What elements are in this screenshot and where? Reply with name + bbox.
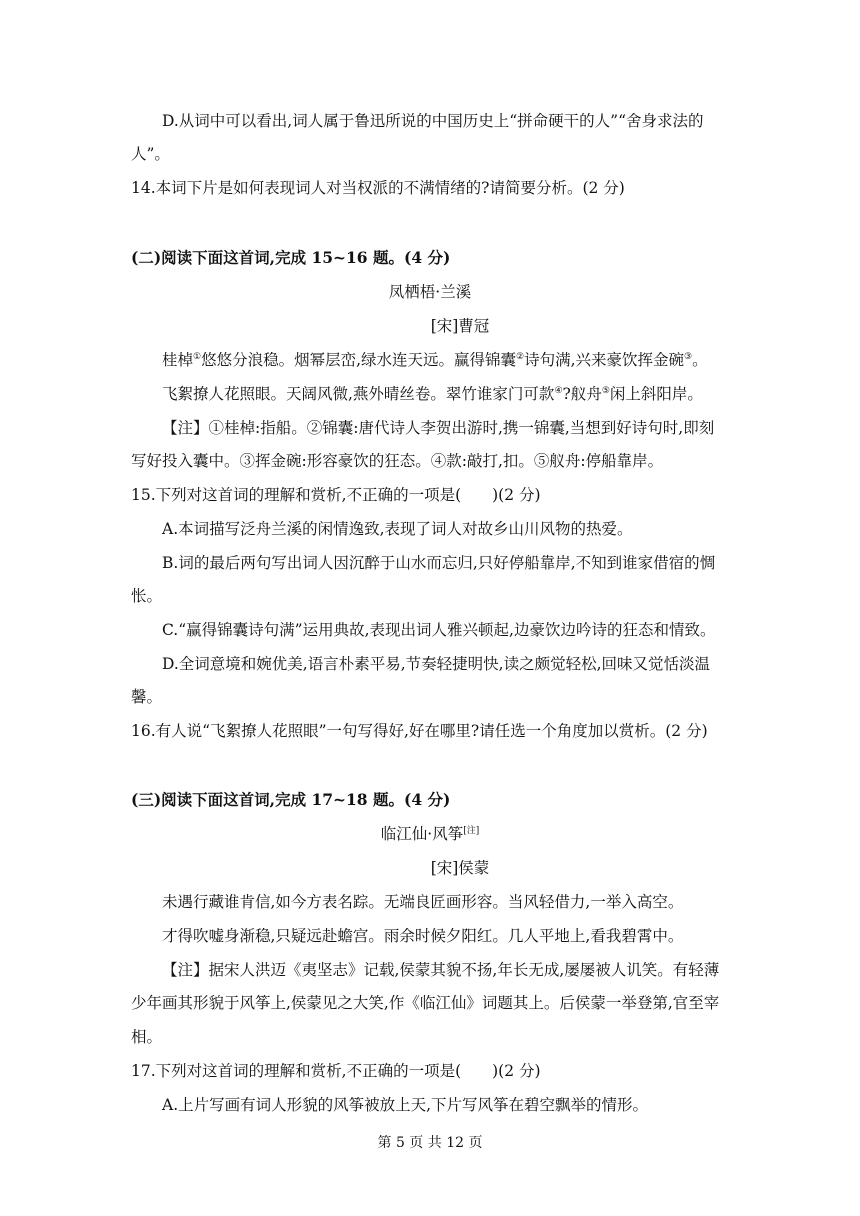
poem-2-note-line-2: 少年画其形貌于风筝上,侯蒙见之大笑,作《临江仙》词题其上。后侯蒙一举登第,官至宰 xyxy=(131,994,720,1012)
question-15: 15.下列对这首词的理解和赏析,不正确的一项是( )(2 分) xyxy=(131,486,541,504)
q15-option-a: A.本词描写泛舟兰溪的闲情逸致,表现了词人对故乡山川风物的热爱。 xyxy=(162,520,633,538)
q15-option-d-line-1: D.全词意境和婉优美,语言朴素平易,节奏轻捷明快,读之颇觉轻松,回味又觉恬淡温 xyxy=(162,655,711,673)
question-17: 17.下列对这首词的理解和赏析,不正确的一项是( )(2 分) xyxy=(131,1062,541,1080)
note-mark-1: ① xyxy=(193,352,202,362)
question-14: 14.本词下片是如何表现词人对当权派的不满情绪的?请简要分析。(2 分) xyxy=(131,179,625,197)
note-mark-2: ② xyxy=(516,352,525,362)
note-mark-4: ④ xyxy=(554,386,563,396)
poem-author-2: [宋]侯蒙 xyxy=(430,859,490,877)
poem-2-note-line-1: 【注】据宋人洪迈《夷坚志》记载,侯蒙其貌不扬,年长无成,屡屡被人讥笑。有轻薄 xyxy=(162,961,720,979)
note-mark-3: ③ xyxy=(684,352,693,362)
q15-option-c: C.“赢得锦囊诗句满”运用典故,表现出词人雅兴顿起,边豪饮边吟诗的狂态和情致。 xyxy=(162,621,716,639)
poem-1-line-2: 飞絮撩人花照眼。天阔风微,燕外晴丝卷。翠竹谁家门可款④?舣舟⑤闲上斜阳岸。 xyxy=(162,385,703,403)
q15-option-b-line-2: 怅。 xyxy=(131,587,163,605)
poem-title-2: 临江仙·风筝[注] xyxy=(380,825,480,843)
poem-title-1: 凤栖梧·兰溪 xyxy=(388,283,472,301)
option-d-line-2: 人”。 xyxy=(131,145,170,163)
page-footer: 第 5 页 共 12 页 xyxy=(377,1135,483,1151)
poem-1-note-line-2: 写好投入囊中。③挥金碗:形容豪饮的狂态。④款:敲打,扣。⑤舣舟:停船靠岸。 xyxy=(131,452,664,470)
question-16: 16.有人说“飞絮撩人花照眼”一句写得好,好在哪里?请任选一个角度加以赏析。(2 分) xyxy=(131,722,708,740)
q15-option-b-line-1: B.词的最后两句写出词人因沉醉于山水而忘归,只好停船靠岸,不知到谁家借宿的惆 xyxy=(162,554,716,572)
poem-author-1: [宋]曹冠 xyxy=(430,317,490,335)
poem-2-line-1: 未遇行藏谁肯信,如今方表名踪。无端良匠画形容。当风轻借力,一举入高空。 xyxy=(162,893,684,911)
q15-option-d-line-2: 馨。 xyxy=(131,688,163,706)
title-note-mark: [注] xyxy=(463,826,480,836)
option-d-line-1: D.从词中可以看出,词人属于鲁迅所说的中国历史上“拼命硬干的人”“舍身求法的 xyxy=(162,112,704,130)
poem-2-note-line-3: 相。 xyxy=(131,1028,163,1046)
section-3-heading: (三)阅读下面这首词,完成 17~18 题。(4 分) xyxy=(131,790,451,809)
section-2-heading: (二)阅读下面这首词,完成 15~16 题。(4 分) xyxy=(131,248,451,267)
poem-1-note-line-1: 【注】①桂棹:指船。②锦囊:唐代诗人李贺出游时,携一锦囊,当想到好诗句时,即刻 xyxy=(162,419,715,437)
note-mark-5: ⑤ xyxy=(601,386,610,396)
poem-2-line-2: 才得吹嘘身渐稳,只疑远赴蟾宫。雨余时候夕阳红。几人平地上,看我碧霄中。 xyxy=(162,927,684,945)
poem-1-line-1: 桂棹①悠悠分浪稳。烟幂层峦,绿水连天远。赢得锦囊②诗句满,兴来豪饮挥金碗③。 xyxy=(162,351,708,369)
q17-option-a: A.上片写画有词人形貌的风筝被放上天,下片写风筝在碧空飘举的情形。 xyxy=(162,1096,649,1114)
